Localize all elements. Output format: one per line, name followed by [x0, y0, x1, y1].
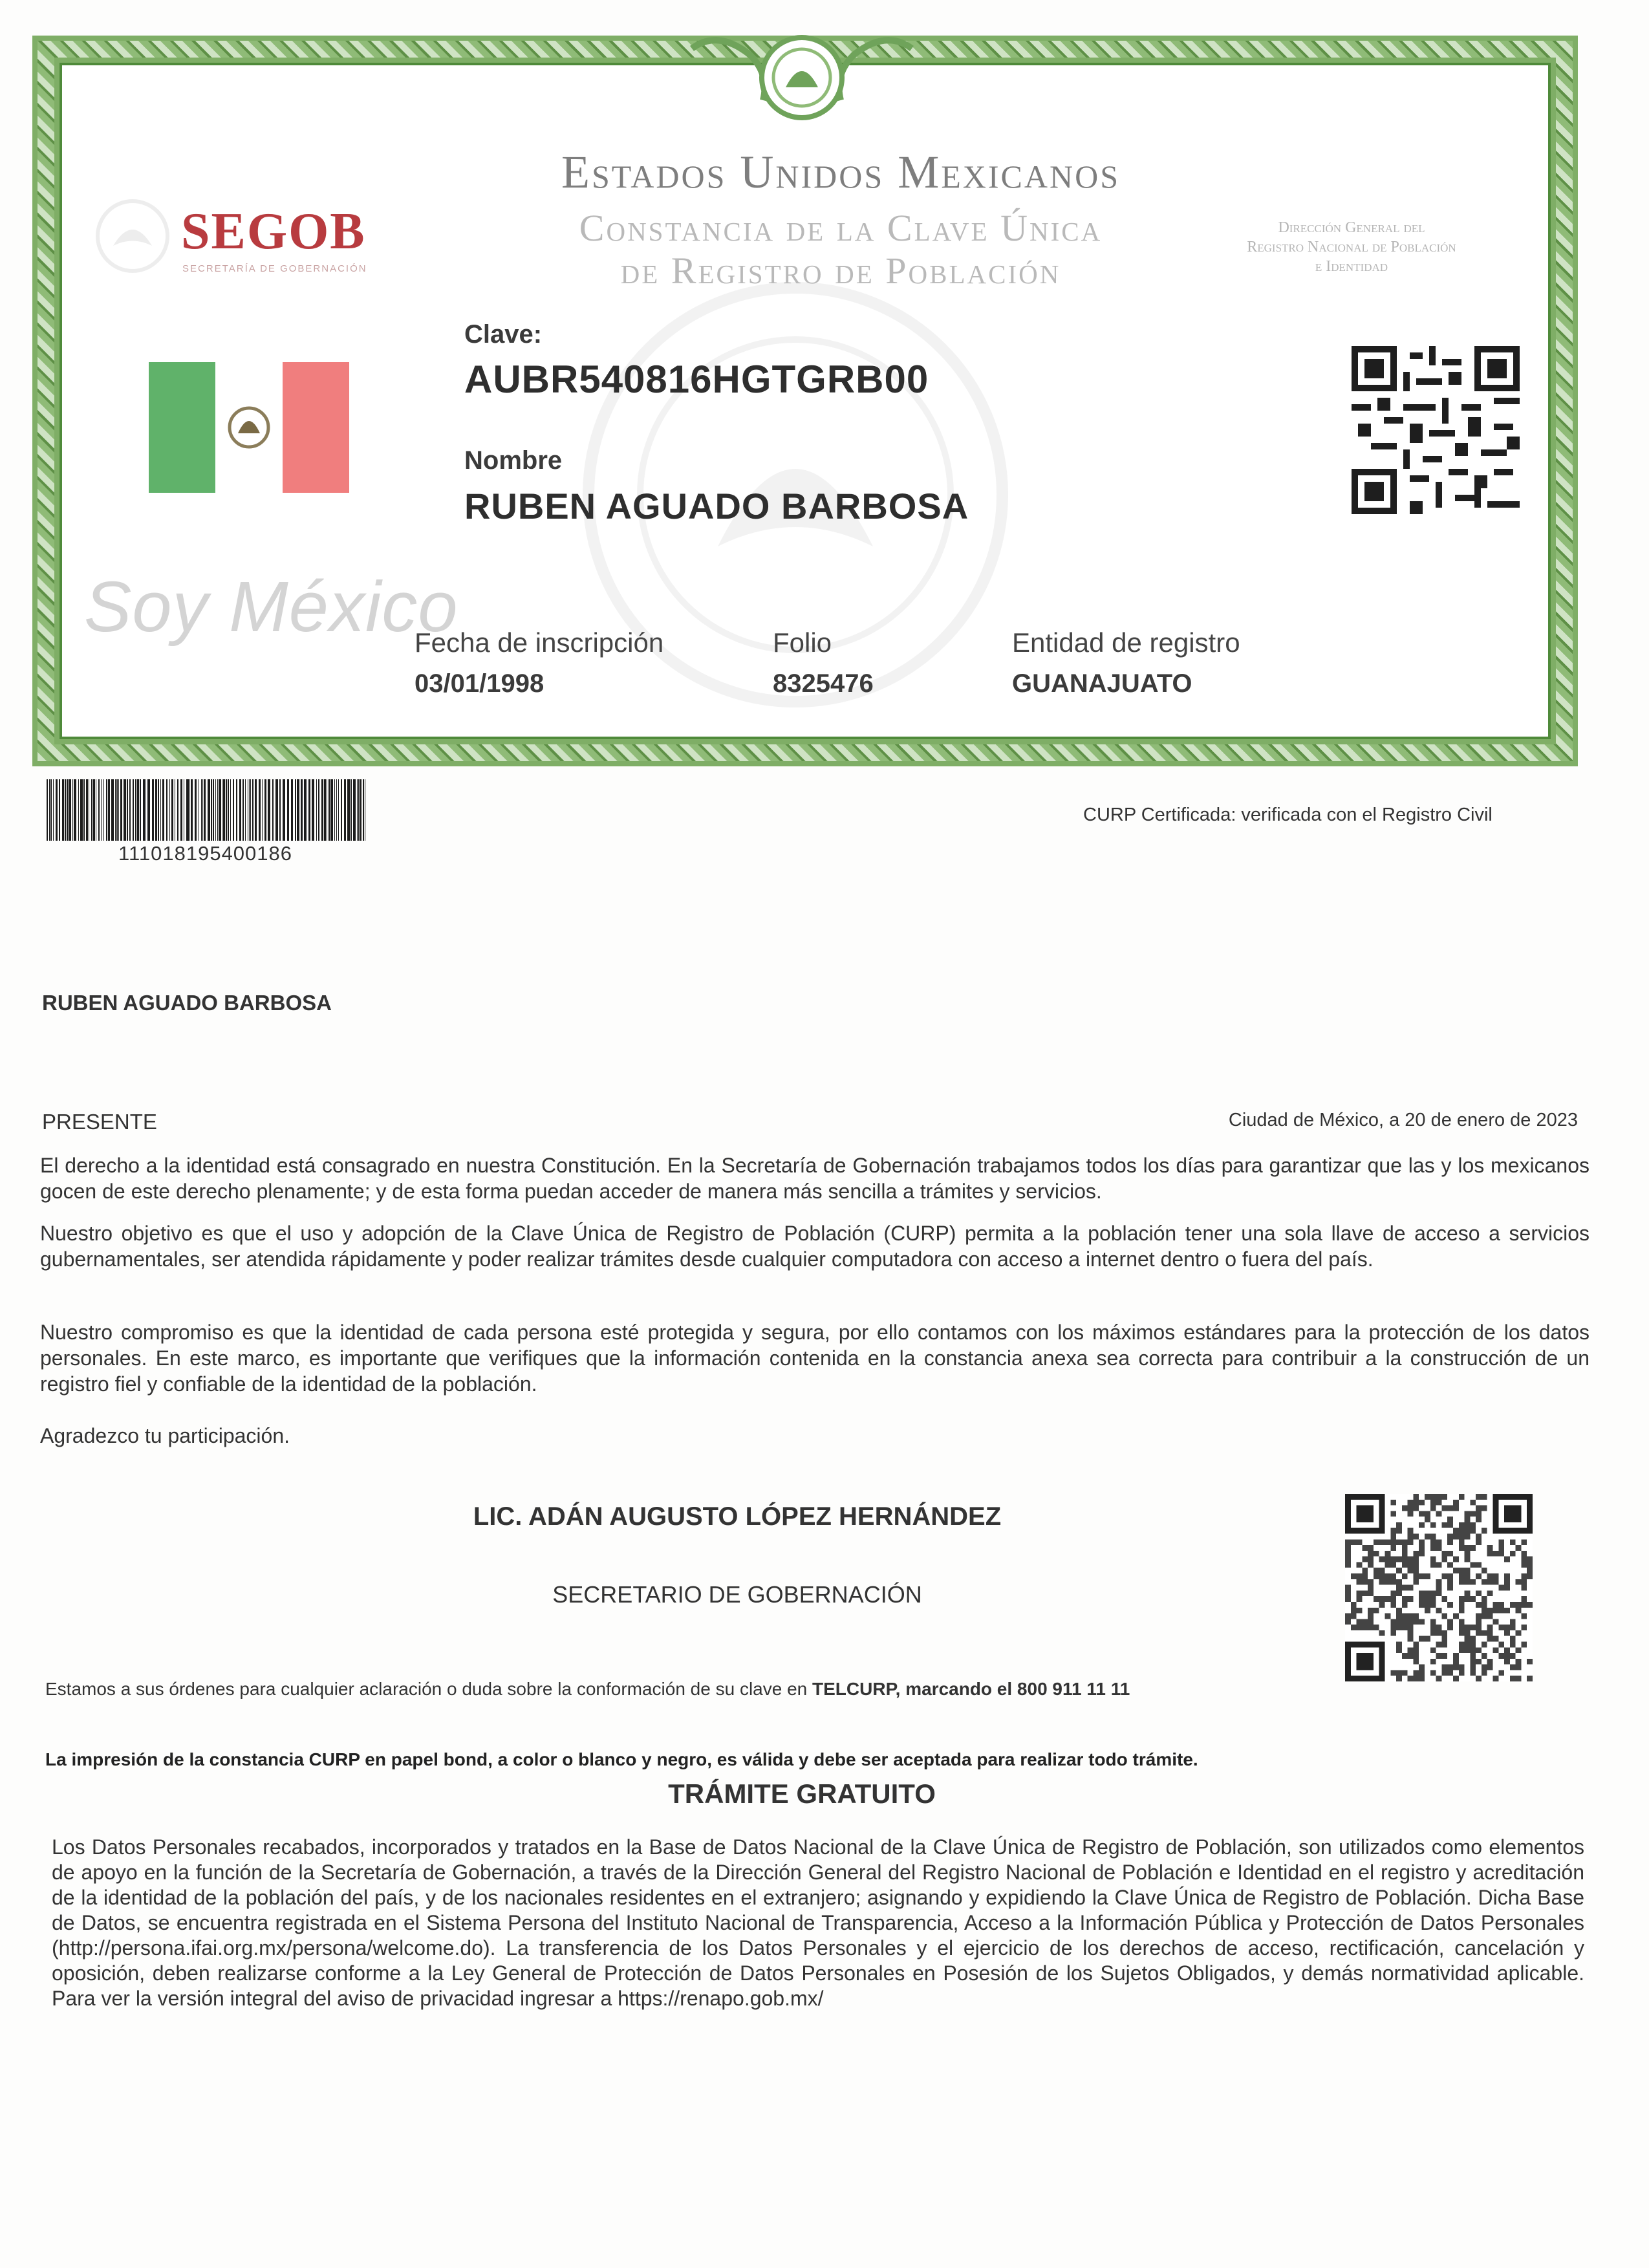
free-notice-row [0, 1778, 1643, 1809]
print-validity-notice: La impresión de la constancia CURP en papel bond, a color o blanco y negro, es válida y debe ser aceptada para realizar todo trámite. [45, 1749, 1198, 1769]
barcode-number: 111018195400186 [118, 842, 293, 865]
free-notice: TRÁMITE GRATUITO [668, 1778, 936, 1809]
signer-name: LIC. ADÁN AUGUSTO LÓPEZ HERNÁNDEZ [473, 1502, 1002, 1531]
barcode-icon [47, 779, 370, 841]
nombre-label: Nombre [464, 446, 563, 475]
telcurp-text: Estamos a sus órdenes para cualquier aclaración o duda sobre la conformación de su clave en [45, 1679, 808, 1699]
curp-certification-note: CURP Certificada: verificada con el Registro Civil [1083, 805, 1493, 825]
soy-mexico-watermark: Soy México [84, 567, 458, 647]
issuer-line3: e Identidad [1315, 258, 1388, 275]
qr-code-icon [1352, 346, 1520, 514]
letter-place-date: Ciudad de México, a 20 de enero de 2023 [1228, 1110, 1578, 1130]
entidad-registro-value: GUANAJUATO [1012, 669, 1192, 698]
issuer-line2: Registro Nacional de Población [1247, 239, 1456, 255]
letter-paragraph-1: El derecho a la identidad está consagrado en nuestra Constitución. En la Secretaría de Gobernación trabajamos todos los días para garantizar que las y los mexicanos gocen de este derecho plenamente; y de esta forma puedan acceder de manera más sencilla a trámites y servicios. [40, 1154, 1590, 1203]
segob-subtitle: SECRETARÍA DE GOBERNACIÓN [182, 263, 367, 274]
privacy-notice: Los Datos Personales recabados, incorporados y tratados en la Base de Datos Nacional de la Clave Única de Registro de Población, son utilizados como elementos de apoyo en la función de la Secretaría de Gobernación, a través de la Dirección General del Registro Nacional de Población e Identidad en el registro y acreditación de la identidad de la población del país, y de los nacionales residentes en el extranjero; asignando y expidiendo la Clave Única de Registro de Población. Dicha Base de Datos, se encuentra registrada en el Sistema Persona del Instituto Nacional de Transparencia, Acceso a la Información Pública y Protección de Datos Personales (http://persona.ifai.org.mx/persona/welcome.do). La transferencia de los Datos Personales y el ejercicio de los derechos de acceso, rectificación, cancelación y oposición, deben realizarse conforme a la Ley General de Protección de Datos Personales en Posesión de los Sujetos Obligados, y demás normatividad aplicable. Para ver la versión integral del aviso de privacidad ingresar a https://renapo.gob.mx/ [52, 1835, 1584, 2010]
letter-paragraph-3: Nuestro compromiso es que la identidad de cada persona esté protegida y segura, por ello contamos con los máximos estándares para la protección de los datos personales. En este marco, es importante que verifiques que la información contenida en la constancia anexa sea correcta para contribuir a la construcción de un registro fiel y confiable de la identidad de la población. [40, 1321, 1590, 1396]
letter-salutation: PRESENTE [42, 1110, 157, 1134]
folio-label: Folio [773, 627, 832, 658]
letter-paragraph-2: Nuestro objetivo es que el uso y adopción de la Clave Única de Registro de Población (CURP) permita a la población tener una sola llave de acceso a servicios gubernamentales, ser atendida rápidamente y poder realizar trámites desde cualquier computadora con acceso a internet dentro o fuera del país. [40, 1222, 1590, 1271]
signer-title: SECRETARIO DE GOBERNACIÓN [552, 1581, 922, 1608]
letter-paragraph-4: Agradezco tu participación. [40, 1424, 290, 1447]
telcurp-line [45, 1679, 1130, 1700]
qr-code-icon [1345, 1494, 1533, 1681]
document-title [453, 207, 1229, 292]
issuer-block [1170, 218, 1533, 276]
country-title: Estados Unidos Mexicanos [561, 146, 1121, 198]
curp-certificate [32, 36, 1578, 766]
telcurp-phone: TELCURP, marcando el 800 911 11 11 [812, 1679, 1130, 1699]
document-title-line1: Constancia de la Clave Única [579, 207, 1103, 249]
letter-recipient: RUBEN AGUADO BARBOSA [42, 991, 332, 1015]
fecha-inscripcion-value: 03/01/1998 [415, 669, 544, 698]
mexican-flag-icon [149, 362, 349, 493]
segob-eagle-icon [94, 197, 171, 275]
nombre-value: RUBEN AGUADO BARBOSA [464, 486, 969, 526]
national-seal-crest-icon [679, 23, 925, 126]
document-title-line2: de Registro de Población [620, 250, 1061, 292]
fecha-inscripcion-label: Fecha de inscripción [415, 627, 664, 658]
folio-value: 8325476 [773, 669, 874, 698]
clave-label: Clave: [464, 320, 543, 349]
clave-value: AUBR540816HGTGRB00 [464, 358, 929, 401]
issuer-line1: Dirección General del [1278, 219, 1425, 236]
segob-logo: SEGOB [181, 203, 366, 260]
entidad-registro-label: Entidad de registro [1012, 627, 1240, 658]
